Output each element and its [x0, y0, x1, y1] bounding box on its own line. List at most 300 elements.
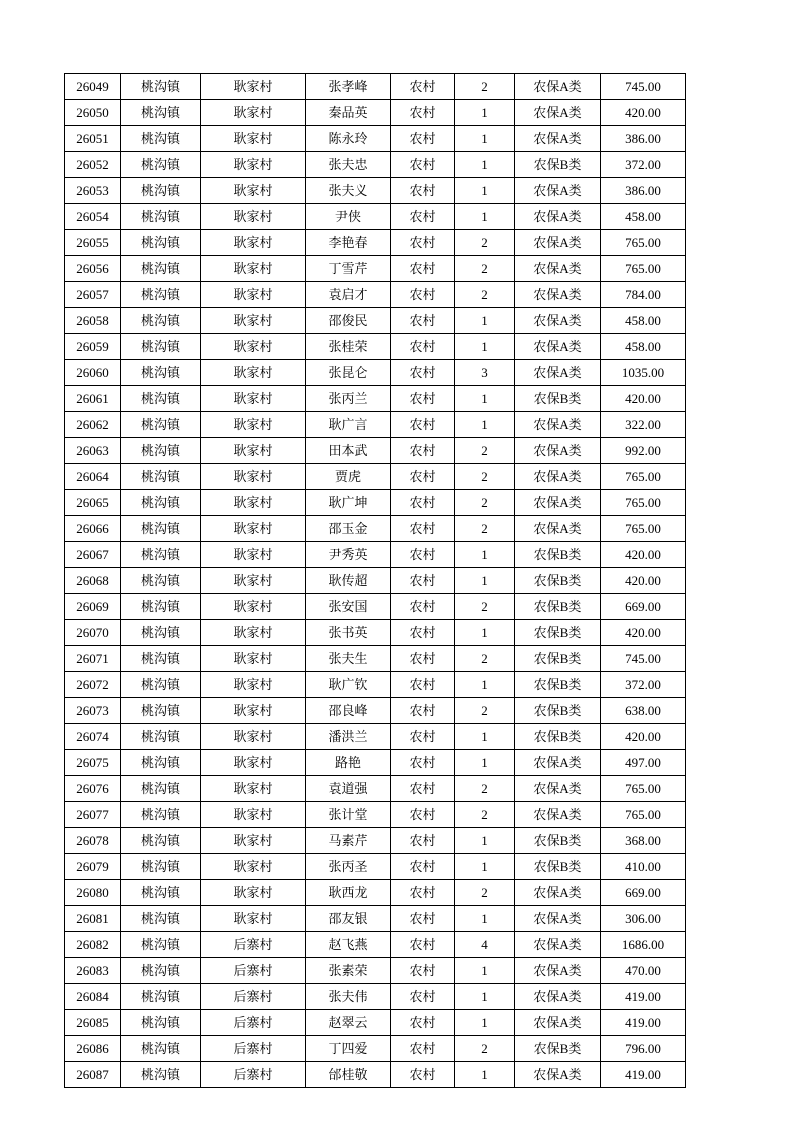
table-row [65, 360, 686, 386]
table-row [65, 698, 686, 724]
cell-town: 桃沟镇 [121, 776, 201, 802]
cell-count: 2 [455, 646, 515, 672]
cell-name: 邵玉金 [306, 516, 391, 542]
cell-village: 耿家村 [201, 776, 306, 802]
cell-id: 26064 [65, 464, 121, 490]
table-row [65, 438, 686, 464]
cell-count: 1 [455, 958, 515, 984]
cell-name: 李艳春 [306, 230, 391, 256]
cell-town: 桃沟镇 [121, 932, 201, 958]
cell-name: 张丙圣 [306, 854, 391, 880]
cell-village: 后寨村 [201, 984, 306, 1010]
cell-name: 张夫伟 [306, 984, 391, 1010]
cell-category: 农保B类 [515, 698, 601, 724]
cell-amount: 765.00 [601, 802, 686, 828]
document-page [64, 73, 686, 1088]
cell-count: 2 [455, 464, 515, 490]
table-row [65, 672, 686, 698]
cell-category: 农保A类 [515, 802, 601, 828]
cell-town: 桃沟镇 [121, 412, 201, 438]
cell-id: 26054 [65, 204, 121, 230]
table-body [65, 74, 686, 1088]
cell-village: 耿家村 [201, 646, 306, 672]
cell-category: 农保B类 [515, 1036, 601, 1062]
cell-amount: 784.00 [601, 282, 686, 308]
cell-residence: 农村 [391, 152, 455, 178]
cell-village: 后寨村 [201, 1010, 306, 1036]
cell-village: 耿家村 [201, 204, 306, 230]
cell-count: 1 [455, 178, 515, 204]
cell-count: 1 [455, 204, 515, 230]
cell-name: 陈永玲 [306, 126, 391, 152]
cell-count: 2 [455, 256, 515, 282]
cell-count: 1 [455, 1010, 515, 1036]
cell-category: 农保A类 [515, 282, 601, 308]
cell-category: 农保B类 [515, 594, 601, 620]
cell-residence: 农村 [391, 126, 455, 152]
cell-town: 桃沟镇 [121, 646, 201, 672]
cell-category: 农保B类 [515, 828, 601, 854]
cell-town: 桃沟镇 [121, 750, 201, 776]
cell-name: 耿传超 [306, 568, 391, 594]
cell-amount: 386.00 [601, 126, 686, 152]
table-row [65, 282, 686, 308]
cell-village: 耿家村 [201, 724, 306, 750]
cell-village: 耿家村 [201, 178, 306, 204]
cell-name: 张夫义 [306, 178, 391, 204]
cell-id: 26083 [65, 958, 121, 984]
cell-town: 桃沟镇 [121, 256, 201, 282]
cell-residence: 农村 [391, 802, 455, 828]
cell-town: 桃沟镇 [121, 490, 201, 516]
cell-category: 农保A类 [515, 308, 601, 334]
cell-name: 丁四爱 [306, 1036, 391, 1062]
cell-village: 耿家村 [201, 282, 306, 308]
cell-id: 26080 [65, 880, 121, 906]
cell-count: 1 [455, 724, 515, 750]
table-row [65, 854, 686, 880]
cell-amount: 458.00 [601, 334, 686, 360]
cell-category: 农保A类 [515, 178, 601, 204]
cell-category: 农保A类 [515, 932, 601, 958]
cell-name: 张素荣 [306, 958, 391, 984]
table-row [65, 256, 686, 282]
cell-residence: 农村 [391, 1036, 455, 1062]
cell-residence: 农村 [391, 932, 455, 958]
cell-village: 后寨村 [201, 958, 306, 984]
cell-id: 26077 [65, 802, 121, 828]
cell-count: 1 [455, 984, 515, 1010]
cell-town: 桃沟镇 [121, 438, 201, 464]
table-row [65, 178, 686, 204]
cell-town: 桃沟镇 [121, 230, 201, 256]
cell-category: 农保A类 [515, 516, 601, 542]
table-row [65, 386, 686, 412]
table-row [65, 74, 686, 100]
cell-id: 26074 [65, 724, 121, 750]
cell-name: 邵良峰 [306, 698, 391, 724]
table-row [65, 1036, 686, 1062]
cell-residence: 农村 [391, 1062, 455, 1088]
cell-village: 后寨村 [201, 932, 306, 958]
cell-count: 1 [455, 308, 515, 334]
cell-town: 桃沟镇 [121, 1062, 201, 1088]
cell-count: 1 [455, 126, 515, 152]
cell-category: 农保A类 [515, 204, 601, 230]
cell-town: 桃沟镇 [121, 152, 201, 178]
cell-id: 26066 [65, 516, 121, 542]
cell-town: 桃沟镇 [121, 282, 201, 308]
cell-town: 桃沟镇 [121, 672, 201, 698]
cell-village: 后寨村 [201, 1036, 306, 1062]
cell-id: 26056 [65, 256, 121, 282]
cell-name: 耿广言 [306, 412, 391, 438]
cell-name: 尹秀英 [306, 542, 391, 568]
cell-village: 耿家村 [201, 542, 306, 568]
table-row [65, 828, 686, 854]
cell-village: 耿家村 [201, 568, 306, 594]
cell-id: 26078 [65, 828, 121, 854]
cell-name: 张桂荣 [306, 334, 391, 360]
cell-village: 耿家村 [201, 802, 306, 828]
cell-village: 耿家村 [201, 516, 306, 542]
table-row [65, 1062, 686, 1088]
cell-count: 2 [455, 74, 515, 100]
cell-amount: 745.00 [601, 74, 686, 100]
cell-residence: 农村 [391, 958, 455, 984]
cell-count: 3 [455, 360, 515, 386]
cell-name: 丁雪芹 [306, 256, 391, 282]
table-row [65, 932, 686, 958]
cell-town: 桃沟镇 [121, 464, 201, 490]
cell-count: 2 [455, 282, 515, 308]
cell-count: 1 [455, 750, 515, 776]
table-row [65, 724, 686, 750]
cell-count: 1 [455, 334, 515, 360]
cell-town: 桃沟镇 [121, 126, 201, 152]
cell-category: 农保A类 [515, 880, 601, 906]
cell-category: 农保A类 [515, 958, 601, 984]
cell-village: 耿家村 [201, 334, 306, 360]
cell-count: 1 [455, 1062, 515, 1088]
cell-residence: 农村 [391, 516, 455, 542]
cell-amount: 745.00 [601, 646, 686, 672]
cell-amount: 669.00 [601, 880, 686, 906]
table-row [65, 646, 686, 672]
cell-residence: 农村 [391, 1010, 455, 1036]
cell-residence: 农村 [391, 464, 455, 490]
cell-name: 张昆仑 [306, 360, 391, 386]
table-row [65, 906, 686, 932]
cell-residence: 农村 [391, 334, 455, 360]
cell-village: 耿家村 [201, 152, 306, 178]
cell-count: 2 [455, 698, 515, 724]
cell-town: 桃沟镇 [121, 880, 201, 906]
cell-id: 26084 [65, 984, 121, 1010]
cell-amount: 765.00 [601, 490, 686, 516]
cell-town: 桃沟镇 [121, 568, 201, 594]
table-row [65, 126, 686, 152]
cell-count: 2 [455, 802, 515, 828]
cell-village: 耿家村 [201, 490, 306, 516]
cell-town: 桃沟镇 [121, 620, 201, 646]
cell-amount: 470.00 [601, 958, 686, 984]
cell-name: 袁启才 [306, 282, 391, 308]
cell-category: 农保A类 [515, 438, 601, 464]
cell-count: 1 [455, 152, 515, 178]
cell-id: 26057 [65, 282, 121, 308]
cell-name: 袁道强 [306, 776, 391, 802]
cell-town: 桃沟镇 [121, 178, 201, 204]
cell-amount: 419.00 [601, 984, 686, 1010]
cell-town: 桃沟镇 [121, 1036, 201, 1062]
cell-amount: 765.00 [601, 256, 686, 282]
cell-category: 农保B类 [515, 646, 601, 672]
table-row [65, 230, 686, 256]
cell-count: 4 [455, 932, 515, 958]
cell-residence: 农村 [391, 74, 455, 100]
cell-count: 2 [455, 880, 515, 906]
cell-amount: 386.00 [601, 178, 686, 204]
table-row [65, 412, 686, 438]
cell-village: 耿家村 [201, 594, 306, 620]
cell-count: 1 [455, 542, 515, 568]
cell-name: 秦品英 [306, 100, 391, 126]
cell-count: 1 [455, 828, 515, 854]
cell-count: 2 [455, 490, 515, 516]
cell-amount: 638.00 [601, 698, 686, 724]
cell-name: 贾虎 [306, 464, 391, 490]
cell-category: 农保A类 [515, 334, 601, 360]
cell-town: 桃沟镇 [121, 906, 201, 932]
cell-category: 农保A类 [515, 1010, 601, 1036]
cell-category: 农保A类 [515, 464, 601, 490]
cell-amount: 368.00 [601, 828, 686, 854]
cell-id: 26086 [65, 1036, 121, 1062]
table-row [65, 958, 686, 984]
cell-category: 农保A类 [515, 126, 601, 152]
cell-residence: 农村 [391, 438, 455, 464]
cell-village: 耿家村 [201, 620, 306, 646]
cell-category: 农保B类 [515, 542, 601, 568]
cell-amount: 306.00 [601, 906, 686, 932]
cell-category: 农保A类 [515, 100, 601, 126]
cell-residence: 农村 [391, 204, 455, 230]
cell-town: 桃沟镇 [121, 308, 201, 334]
cell-id: 26058 [65, 308, 121, 334]
cell-name: 路艳 [306, 750, 391, 776]
cell-residence: 农村 [391, 490, 455, 516]
cell-amount: 497.00 [601, 750, 686, 776]
cell-count: 2 [455, 776, 515, 802]
cell-id: 26053 [65, 178, 121, 204]
table-row [65, 750, 686, 776]
cell-residence: 农村 [391, 906, 455, 932]
cell-category: 农保A类 [515, 984, 601, 1010]
cell-town: 桃沟镇 [121, 984, 201, 1010]
cell-residence: 农村 [391, 698, 455, 724]
cell-town: 桃沟镇 [121, 334, 201, 360]
cell-village: 耿家村 [201, 74, 306, 100]
cell-residence: 农村 [391, 880, 455, 906]
cell-id: 26075 [65, 750, 121, 776]
cell-id: 26063 [65, 438, 121, 464]
cell-amount: 420.00 [601, 542, 686, 568]
cell-count: 2 [455, 594, 515, 620]
table-row [65, 100, 686, 126]
cell-town: 桃沟镇 [121, 100, 201, 126]
table-row [65, 620, 686, 646]
cell-village: 耿家村 [201, 438, 306, 464]
cell-id: 26055 [65, 230, 121, 256]
cell-residence: 农村 [391, 178, 455, 204]
table-row [65, 568, 686, 594]
cell-amount: 669.00 [601, 594, 686, 620]
cell-id: 26067 [65, 542, 121, 568]
cell-residence: 农村 [391, 308, 455, 334]
cell-id: 26071 [65, 646, 121, 672]
cell-name: 张夫生 [306, 646, 391, 672]
table-row [65, 776, 686, 802]
cell-residence: 农村 [391, 776, 455, 802]
cell-category: 农保A类 [515, 906, 601, 932]
cell-town: 桃沟镇 [121, 828, 201, 854]
cell-name: 潘洪兰 [306, 724, 391, 750]
table-row [65, 984, 686, 1010]
table-row [65, 490, 686, 516]
cell-town: 桃沟镇 [121, 542, 201, 568]
cell-name: 田本武 [306, 438, 391, 464]
cell-village: 耿家村 [201, 360, 306, 386]
cell-name: 邵俊民 [306, 308, 391, 334]
cell-category: 农保A类 [515, 412, 601, 438]
cell-id: 26065 [65, 490, 121, 516]
cell-town: 桃沟镇 [121, 74, 201, 100]
cell-id: 26051 [65, 126, 121, 152]
cell-village: 耿家村 [201, 698, 306, 724]
cell-id: 26062 [65, 412, 121, 438]
cell-amount: 765.00 [601, 230, 686, 256]
cell-category: 农保B类 [515, 386, 601, 412]
cell-residence: 农村 [391, 620, 455, 646]
cell-residence: 农村 [391, 828, 455, 854]
cell-id: 26059 [65, 334, 121, 360]
cell-name: 耿广坤 [306, 490, 391, 516]
cell-village: 耿家村 [201, 750, 306, 776]
cell-name: 尹侠 [306, 204, 391, 230]
cell-id: 26087 [65, 1062, 121, 1088]
cell-name: 马素芹 [306, 828, 391, 854]
cell-residence: 农村 [391, 724, 455, 750]
cell-id: 26085 [65, 1010, 121, 1036]
cell-count: 1 [455, 100, 515, 126]
cell-id: 26076 [65, 776, 121, 802]
cell-residence: 农村 [391, 386, 455, 412]
cell-village: 耿家村 [201, 126, 306, 152]
cell-town: 桃沟镇 [121, 594, 201, 620]
cell-village: 耿家村 [201, 906, 306, 932]
cell-town: 桃沟镇 [121, 698, 201, 724]
cell-name: 张书英 [306, 620, 391, 646]
cell-town: 桃沟镇 [121, 386, 201, 412]
cell-count: 2 [455, 516, 515, 542]
cell-id: 26081 [65, 906, 121, 932]
cell-category: 农保B类 [515, 854, 601, 880]
cell-category: 农保B类 [515, 568, 601, 594]
cell-amount: 419.00 [601, 1010, 686, 1036]
cell-residence: 农村 [391, 542, 455, 568]
cell-count: 1 [455, 568, 515, 594]
cell-name: 张孝峰 [306, 74, 391, 100]
cell-amount: 372.00 [601, 672, 686, 698]
cell-amount: 765.00 [601, 516, 686, 542]
cell-id: 26069 [65, 594, 121, 620]
cell-town: 桃沟镇 [121, 724, 201, 750]
cell-count: 1 [455, 906, 515, 932]
cell-name: 张夫忠 [306, 152, 391, 178]
cell-amount: 372.00 [601, 152, 686, 178]
cell-residence: 农村 [391, 854, 455, 880]
cell-count: 1 [455, 672, 515, 698]
cell-name: 邰桂敬 [306, 1062, 391, 1088]
cell-category: 农保A类 [515, 256, 601, 282]
cell-category: 农保A类 [515, 74, 601, 100]
cell-village: 耿家村 [201, 386, 306, 412]
cell-count: 2 [455, 1036, 515, 1062]
cell-category: 农保A类 [515, 230, 601, 256]
benefits-table [64, 73, 686, 1088]
cell-category: 农保A类 [515, 750, 601, 776]
cell-amount: 1035.00 [601, 360, 686, 386]
table-row [65, 802, 686, 828]
cell-id: 26061 [65, 386, 121, 412]
cell-residence: 农村 [391, 360, 455, 386]
table-row [65, 880, 686, 906]
cell-amount: 420.00 [601, 568, 686, 594]
cell-amount: 410.00 [601, 854, 686, 880]
cell-residence: 农村 [391, 984, 455, 1010]
cell-category: 农保A类 [515, 1062, 601, 1088]
cell-id: 26050 [65, 100, 121, 126]
cell-village: 耿家村 [201, 308, 306, 334]
table-row [65, 334, 686, 360]
cell-amount: 765.00 [601, 776, 686, 802]
cell-residence: 农村 [391, 594, 455, 620]
cell-category: 农保A类 [515, 490, 601, 516]
table-row [65, 1010, 686, 1036]
cell-village: 耿家村 [201, 100, 306, 126]
cell-amount: 322.00 [601, 412, 686, 438]
cell-id: 26070 [65, 620, 121, 646]
cell-amount: 796.00 [601, 1036, 686, 1062]
cell-count: 1 [455, 412, 515, 438]
cell-residence: 农村 [391, 230, 455, 256]
cell-village: 耿家村 [201, 412, 306, 438]
cell-village: 耿家村 [201, 256, 306, 282]
cell-name: 张安国 [306, 594, 391, 620]
table-row [65, 308, 686, 334]
cell-residence: 农村 [391, 568, 455, 594]
cell-residence: 农村 [391, 282, 455, 308]
cell-amount: 419.00 [601, 1062, 686, 1088]
cell-amount: 420.00 [601, 386, 686, 412]
cell-name: 赵翠云 [306, 1010, 391, 1036]
cell-category: 农保A类 [515, 360, 601, 386]
cell-id: 26060 [65, 360, 121, 386]
cell-id: 26073 [65, 698, 121, 724]
table-row [65, 152, 686, 178]
cell-town: 桃沟镇 [121, 360, 201, 386]
